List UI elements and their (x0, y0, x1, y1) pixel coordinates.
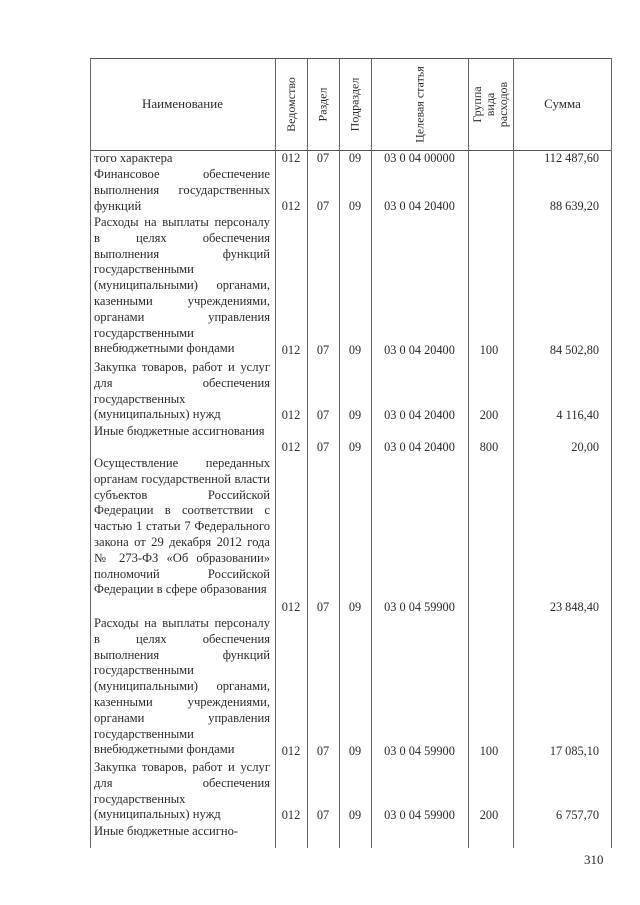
cell-razdel: 07 (316, 440, 330, 454)
cell-podrazdel: 09 (348, 408, 362, 422)
cell-gruppa: 200 (479, 408, 499, 422)
cell-celevaya: 03 0 04 20400 (384, 343, 455, 357)
cell-vedomstvo: 012 (281, 199, 301, 213)
cell-vedomstvo: 012 (281, 151, 301, 165)
table-top-border (90, 58, 612, 59)
cell-vedomstvo: 012 (281, 408, 301, 422)
cell-celevaya: 03 0 04 20400 (384, 408, 455, 422)
cell-razdel: 07 (316, 343, 330, 357)
header-podrazdel: Подраздел (347, 77, 362, 131)
cell-celevaya: 03 0 04 59900 (384, 744, 455, 758)
header-summa: Сумма (544, 96, 581, 111)
cell-summa: 20,00 (571, 440, 599, 454)
row-name: Расходы на выплаты персоналу в целях обеспечения выполнения функций государственными (муниципальными) органами, казенными учреждениями, органами управления государственными внебюджетными фондами (94, 616, 270, 757)
row-name: Осуществление переданных органам государственной власти субъектов Российской Федерации в соответствии с частью 1 статьи 7 Федерального закона от 29 декабря 2012 года № 273-ФЗ «Об образовании» полномочий Российской Федерации в сфере образования (94, 456, 270, 597)
header-celevaya-statya: Целевая статья (412, 65, 426, 143)
row-name: того характера (94, 151, 173, 165)
cell-celevaya: 03 0 04 20400 (384, 199, 455, 213)
cell-razdel: 07 (316, 600, 330, 614)
header-vedomstvo: Ведомство (283, 76, 298, 132)
row-name: Закупка товаров, работ и услуг для обеспечения государственных (муниципальных) нужд (94, 760, 270, 822)
cell-razdel: 07 (316, 808, 330, 822)
cell-summa: 23 848,40 (549, 600, 599, 614)
cell-summa: 112 487,60 (544, 151, 599, 165)
cell-celevaya: 03 0 04 00000 (384, 151, 455, 165)
column-divider (90, 58, 91, 848)
cell-gruppa: 200 (479, 808, 499, 822)
cell-razdel: 07 (316, 408, 330, 422)
column-divider (611, 58, 612, 848)
cell-vedomstvo: 012 (281, 808, 301, 822)
row-name: Иные бюджетные ассигно- (94, 824, 239, 838)
header-razdel: Раздел (315, 87, 330, 121)
header-name: Наименование (142, 96, 223, 111)
row-name: Финансовое обеспечение выполнения государственных функций (94, 167, 270, 213)
cell-summa: 6 757,70 (555, 808, 599, 822)
cell-summa: 4 116,40 (556, 408, 599, 422)
cell-razdel: 07 (316, 199, 330, 213)
cell-summa: 88 639,20 (549, 199, 599, 213)
cell-podrazdel: 09 (348, 600, 362, 614)
cell-podrazdel: 09 (348, 343, 362, 357)
row-name: Расходы на выплаты персоналу в целях обеспечения выполнения функций государственными (муниципальными) органами, казенными учреждениями, органами управления государственными внебюджетными фондами (94, 215, 270, 356)
cell-podrazdel: 09 (348, 440, 362, 454)
row-name: Закупка товаров, работ и услуг для обеспечения государственных (муниципальных) нужд (94, 360, 270, 422)
cell-vedomstvo: 012 (281, 343, 301, 357)
cell-vedomstvo: 012 (281, 440, 301, 454)
row-name: Иные бюджетные ассигнования (94, 424, 265, 438)
cell-gruppa: 100 (479, 343, 499, 357)
cell-podrazdel: 09 (348, 151, 362, 165)
cell-celevaya: 03 0 04 59900 (384, 808, 455, 822)
cell-podrazdel: 09 (348, 808, 362, 822)
cell-celevaya: 03 0 04 59900 (384, 600, 455, 614)
cell-razdel: 07 (316, 151, 330, 165)
page-number: 310 (584, 852, 604, 867)
cell-podrazdel: 09 (348, 744, 362, 758)
cell-summa: 84 502,80 (549, 343, 599, 357)
cell-gruppa: 800 (479, 440, 499, 454)
cell-celevaya: 03 0 04 20400 (384, 440, 455, 454)
header-gruppa-vida-rashodov: Группа вида расходов (470, 81, 511, 127)
cell-gruppa: 100 (479, 744, 499, 758)
cell-razdel: 07 (316, 744, 330, 758)
cell-summa: 17 085,10 (549, 744, 599, 758)
cell-podrazdel: 09 (348, 199, 362, 213)
cell-vedomstvo: 012 (281, 744, 301, 758)
cell-vedomstvo: 012 (281, 600, 301, 614)
